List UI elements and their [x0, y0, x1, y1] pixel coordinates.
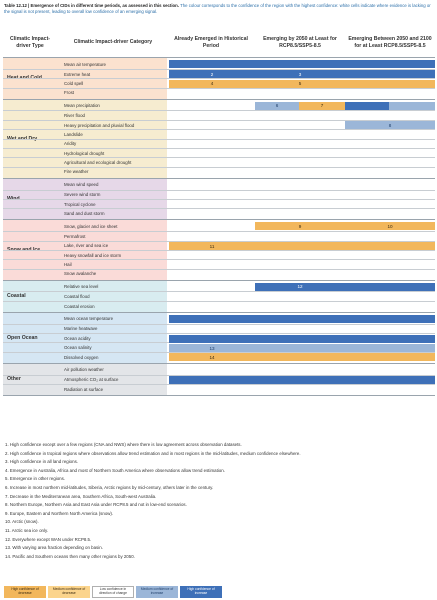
row-category: Relative sea level	[64, 284, 99, 290]
footnote: 4. Emergence in Australia, Africa and most of Northern South America where observations allow trend estimation.	[5, 467, 225, 473]
footnote: 6. Increase in most northern mid-latitudes, Siberia, Arctic regions by mid-century, others later in the century.	[5, 484, 214, 490]
emergence-cell: 12	[255, 283, 345, 291]
footnote: 7. Decrease in the Mediterranean area, Southern Africa, South-west Australia.	[5, 493, 157, 499]
emergence-cell	[255, 335, 345, 343]
row-category: Dissolved oxygen	[64, 354, 99, 360]
table-row	[3, 259, 435, 268]
row-category: Mean air temperature	[59, 60, 167, 69]
row-category: Mean precipitation	[64, 103, 100, 109]
emergence-cell	[169, 335, 255, 343]
group-other	[3, 364, 435, 396]
emergence-cell	[169, 60, 255, 68]
emergence-cell	[169, 315, 255, 323]
footnote: 1. High confidence except over a few regions (CNA and NWS) where there is low agreement across observation datasets.	[5, 442, 242, 447]
group-heat-and-cold	[3, 58, 435, 100]
row-category: Hail	[64, 262, 72, 267]
emergence-cell: 5	[255, 80, 345, 88]
group-name: Coastal	[7, 293, 26, 300]
confidence-legend	[4, 586, 222, 598]
emergence-cell	[345, 376, 435, 384]
row-category: Radiation at surface	[64, 386, 104, 392]
emergence-cell	[345, 60, 435, 68]
table-row	[3, 269, 435, 278]
table-row	[3, 301, 435, 310]
legend-item: Low confidence in direction of change	[92, 586, 134, 598]
emergence-cell: 9	[255, 222, 345, 230]
group-open-ocean	[3, 313, 435, 364]
table-row	[3, 384, 435, 393]
emergence-cell: 8	[345, 121, 435, 129]
caption-text: The colour corresponds to the confidence of the region with the highest confidence: white cells indicate where evidence is lacking or the signal is not present, leading to overall low confidence of an emerging signal.	[4, 3, 431, 15]
row-category: Ocean acidity	[64, 335, 91, 341]
footnote: 3. High confidence in all land regions.	[5, 459, 78, 465]
table-row	[3, 231, 435, 240]
group-wind	[3, 179, 435, 221]
table-row	[3, 375, 435, 384]
row-category: Tropical cyclone	[64, 201, 96, 207]
footnote: 5. Emergence in other regions.	[5, 476, 66, 482]
group-snow-and-ice	[3, 220, 435, 280]
group-wet-and-dry	[3, 100, 435, 179]
row-category: Frost	[59, 89, 167, 97]
group-name: Heat and Cold	[7, 75, 42, 82]
table-caption	[4, 3, 433, 15]
header-2050-2100: Emerging Between 2050 and 2100 for at Least RCP8.5/SSP5-8.5	[348, 36, 432, 49]
table-row	[3, 60, 435, 69]
header-driver-type: Climatic Impact-driver Type	[9, 36, 51, 49]
row-category: Severe wind storm	[64, 192, 101, 198]
row-category: Heavy snowfall and ice storm	[64, 252, 122, 258]
row-category: Atmospheric CO₂ at surface	[64, 377, 119, 383]
table-row	[3, 208, 435, 217]
footnote: 2. High confidence in tropical regions where observations allow trend estimation and in most regions in the mid-latitudes, medium confidence elsewhere.	[5, 450, 301, 456]
row-category: Mean ocean temperature	[64, 316, 114, 322]
emergence-cell	[345, 102, 389, 110]
table-row	[3, 167, 435, 176]
row-category: Sand and dust storm	[64, 211, 105, 217]
group-name: Wet and Dry	[7, 135, 38, 142]
header-by-2050: Emerging by 2050 at Least for RCP8.5/SSP5-8.5	[263, 36, 337, 49]
emergence-cell: 2	[169, 70, 255, 78]
table-row	[3, 101, 435, 110]
emergence-cell: 13	[169, 344, 255, 352]
emergence-cell	[255, 315, 345, 323]
row-category: Air pollution weather	[64, 367, 104, 373]
row-category: Cold spell	[59, 79, 167, 87]
emergence-cell	[255, 242, 345, 250]
table-row	[3, 291, 435, 300]
table-row	[3, 129, 435, 138]
table-row	[3, 199, 435, 208]
emergence-cell	[345, 344, 435, 352]
emergence-cell: 3	[255, 70, 345, 78]
footnote: 10. Arctic (snow).	[5, 519, 39, 525]
row-category: Landslide	[64, 131, 83, 137]
row-category: Snow avalanche	[64, 271, 97, 277]
table-row	[3, 157, 435, 166]
legend-item: Medium confidence of decrease	[48, 586, 90, 598]
row-category: Heavy precipitation and pluvial flood	[64, 122, 135, 128]
table-row	[3, 365, 435, 374]
emergence-cell: 10	[345, 222, 435, 230]
table-row	[3, 190, 435, 199]
table-row	[3, 69, 435, 78]
emergence-cell	[345, 80, 435, 88]
row-category: Mean wind speed	[64, 182, 99, 188]
emergence-cell	[345, 242, 435, 250]
emergence-cell	[255, 376, 345, 384]
group-name: Wind	[7, 195, 20, 202]
row-category: Coastal flood	[64, 294, 90, 300]
row-category: Coastal erosion	[64, 303, 95, 309]
group-coastal	[3, 281, 435, 313]
legend-item: High confidence of increase	[180, 586, 222, 598]
table-row	[3, 222, 435, 231]
footnotes	[5, 441, 433, 561]
group-name: Open Ocean	[7, 334, 38, 341]
table-row	[3, 342, 435, 351]
table-body	[3, 58, 435, 396]
row-category: Ocean salinity	[64, 345, 92, 351]
emergence-cell: 4	[169, 80, 255, 88]
footnote: 13. With varying area fraction depending on basin.	[5, 545, 103, 551]
table-row	[3, 333, 435, 342]
legend-item: High confidence of decrease	[4, 586, 46, 598]
group-name: Snow and Ice	[7, 246, 41, 253]
emergence-cell	[255, 353, 345, 361]
row-category: Lake, river and sea ice	[64, 243, 109, 249]
emergence-cell	[389, 102, 435, 110]
table-row	[3, 78, 435, 87]
emergence-cell: 14	[169, 353, 255, 361]
table-row	[3, 250, 435, 259]
emergence-cell	[345, 283, 435, 291]
table-row	[3, 120, 435, 129]
row-category: Snow, glacier and ice sheet	[64, 223, 118, 229]
row-category: Permafrost	[64, 233, 86, 239]
emergence-cell	[345, 353, 435, 361]
row-category: Agricultural and ecological drought	[64, 160, 132, 166]
table-row	[3, 324, 435, 333]
row-category: Extreme heat	[59, 70, 167, 78]
footnote: 11. Arctic sea ice only.	[5, 527, 49, 533]
footnote: 8. Northern Europe, Northern Asia and East Asia under RCP8.5 and not in low-end scenarios.	[5, 502, 187, 508]
caption-title: Emergence of CIDs in different time periods, as assessed in this section.	[30, 3, 179, 8]
header-driver-category: Climatic Impact-driver Category	[73, 39, 153, 46]
table-row	[3, 139, 435, 148]
caption-table-number: Table 12.12 |	[4, 3, 30, 8]
row-category: Fire weather	[64, 169, 89, 175]
emergence-cell	[255, 60, 345, 68]
emergence-cell: 7	[299, 102, 345, 110]
table-row	[3, 148, 435, 157]
table-header	[3, 27, 435, 58]
row-category: Marine heatwave	[64, 326, 98, 332]
emergence-cell	[255, 344, 345, 352]
emergence-cell	[169, 376, 255, 384]
row-category: River flood	[64, 113, 85, 119]
cid-emergence-table	[3, 27, 435, 396]
table-row	[3, 314, 435, 323]
table-row	[3, 241, 435, 250]
emergence-cell: 6	[255, 102, 299, 110]
emergence-cell	[345, 335, 435, 343]
emergence-cell	[345, 315, 435, 323]
emergence-cell: 11	[169, 242, 255, 250]
row-category: Hydrological drought	[64, 150, 105, 156]
emergence-cell	[345, 70, 435, 78]
table-row	[3, 110, 435, 119]
table-row	[3, 88, 435, 97]
legend-item: Medium confidence of increase	[136, 586, 178, 598]
footnote: 9. Europe, Eastern and Northern North America (snow).	[5, 510, 114, 516]
group-name: Other	[7, 376, 21, 383]
table-row	[3, 282, 435, 291]
footnote: 14. Pacific and Southern oceans then many other regions by 2050.	[5, 553, 135, 559]
table-row	[3, 352, 435, 361]
table-row	[3, 180, 435, 189]
header-historical: Already Emerged in Historical Period	[174, 36, 248, 49]
footnote: 12. Everywhere except WAN under RCP8.5.	[5, 536, 92, 542]
row-category: Aridity	[64, 141, 77, 147]
